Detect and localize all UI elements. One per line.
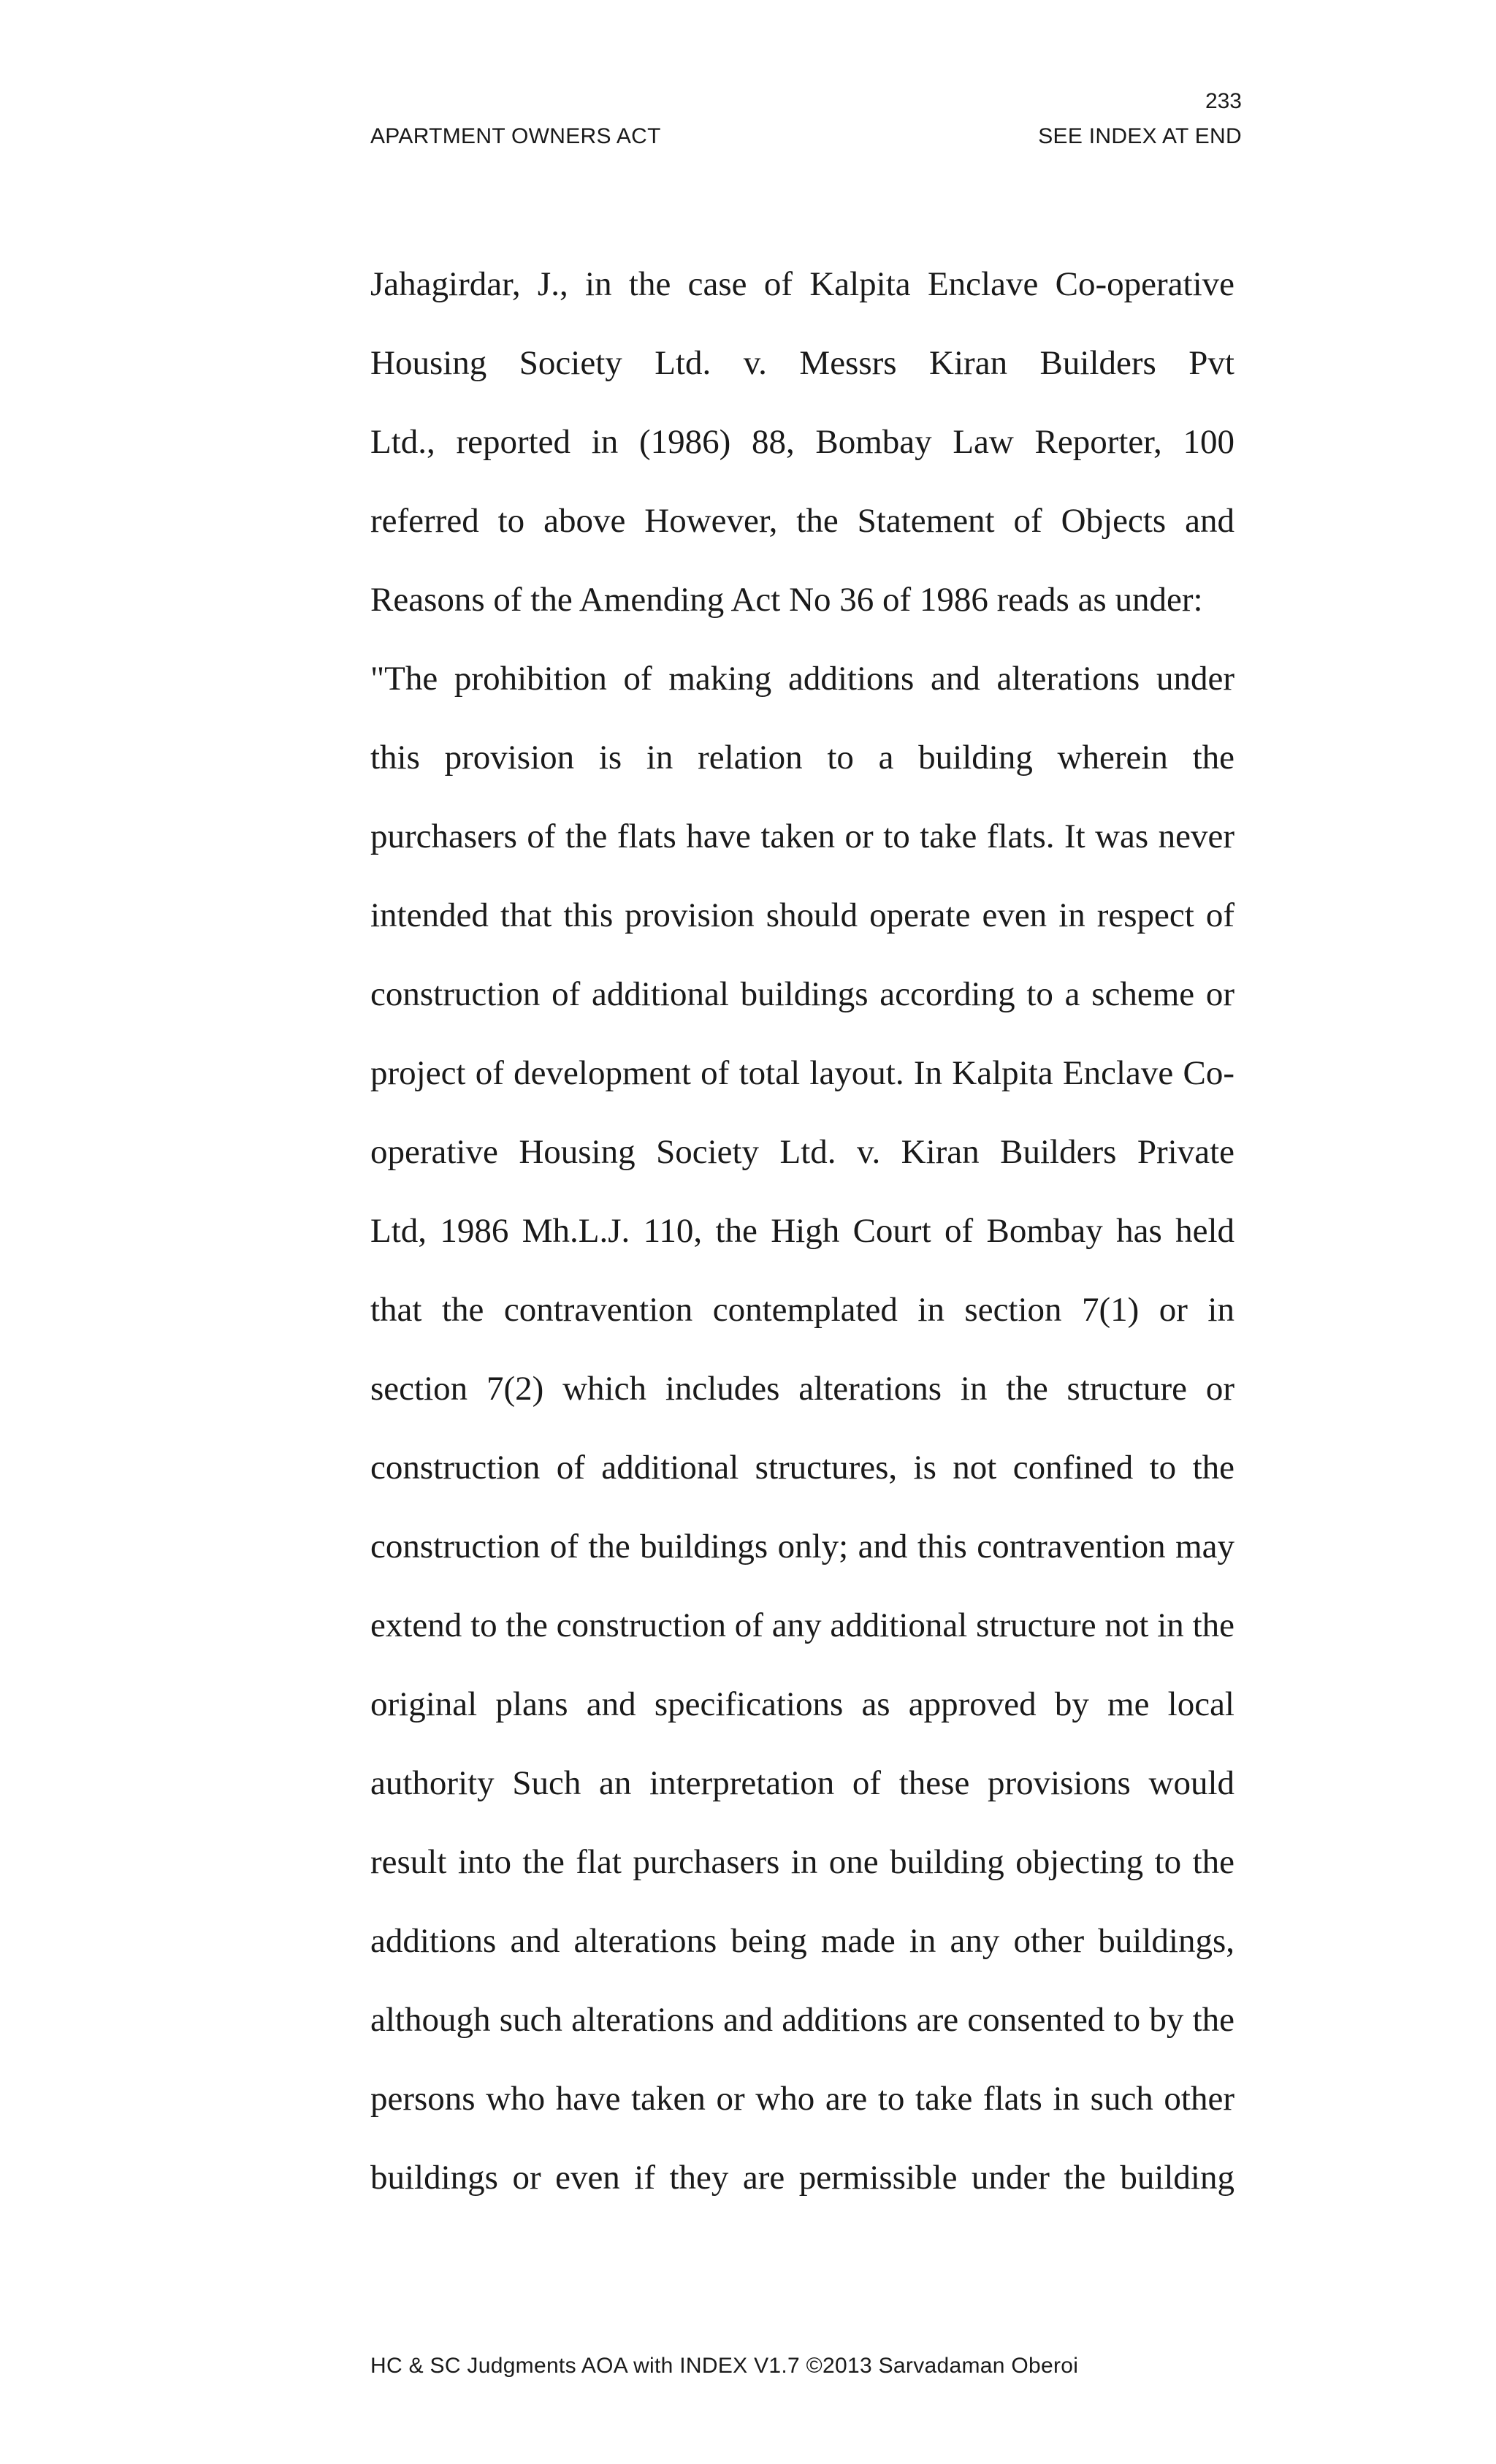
text-line: this provision is in relation to a building wherein the — [370, 739, 1234, 777]
text-line: authority Such an interpretation of these provisions would — [370, 1764, 1234, 1802]
text-line: original plans and specifications as approved by me local — [370, 1685, 1234, 1723]
text-line: construction of additional structures, is not confined to the — [370, 1449, 1234, 1487]
body-text — [370, 261, 1234, 2233]
running-header-title: APARTMENT OWNERS ACT — [370, 124, 661, 148]
text-line: construction of the buildings only; and this contravention may — [370, 1527, 1234, 1565]
text-line: Jahagirdar, J., in the case of Kalpita Enclave Co-operative — [370, 265, 1234, 303]
text-line: Ltd, 1986 Mh.L.J. 110, the High Court of Bombay has held — [370, 1212, 1234, 1250]
text-line: persons who have taken or who are to take flats in such other — [370, 2080, 1234, 2118]
text-line: referred to above However, the Statement of Objects and — [370, 502, 1234, 540]
page-number: 233 — [1205, 89, 1242, 113]
text-line: that the contravention contemplated in section 7(1) or in — [370, 1291, 1234, 1329]
text-line: additions and alterations being made in any other buildings, — [370, 1922, 1234, 1960]
text-line: "The prohibition of making additions and alterations under — [370, 660, 1234, 698]
text-line: result into the flat purchasers in one building objecting to the — [370, 1843, 1234, 1881]
text-line: section 7(2) which includes alterations in the structure or — [370, 1370, 1234, 1408]
text-line: extend to the construction of any additional structure not in the — [370, 1606, 1234, 1644]
page-footer: HC & SC Judgments AOA with INDEX V1.7 ©2013 Sarvadaman Oberoi — [370, 2354, 1079, 2378]
text-line: Housing Society Ltd. v. Messrs Kiran Builders Pvt — [370, 344, 1234, 382]
text-line: Reasons of the Amending Act No 36 of 1986 reads as under: — [370, 581, 1203, 619]
text-line: operative Housing Society Ltd. v. Kiran Builders Private — [370, 1133, 1234, 1171]
text-line: Ltd., reported in (1986) 88, Bombay Law Reporter, 100 — [370, 423, 1234, 461]
text-line: buildings or even if they are permissible under the building — [370, 2159, 1234, 2197]
running-header-index-note: SEE INDEX AT END — [1038, 124, 1242, 148]
text-line: although such alterations and additions are consented to by the — [370, 2001, 1234, 2039]
text-line: construction of additional buildings according to a scheme or — [370, 975, 1234, 1013]
text-line: purchasers of the flats have taken or to take flats. It was never — [370, 817, 1234, 855]
text-line: intended that this provision should operate even in respect of — [370, 896, 1234, 934]
text-line: project of development of total layout. In Kalpita Enclave Co- — [370, 1054, 1234, 1092]
